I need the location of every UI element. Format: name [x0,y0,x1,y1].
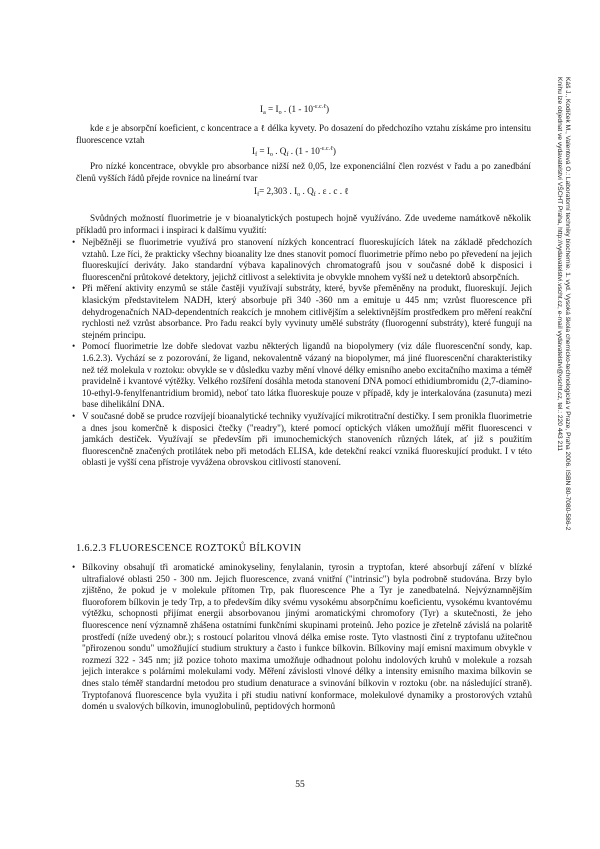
uses-bullet-list [72,237,532,469]
list-item: • Pomocí fluorimetrie lze dobře sledovat vazbu některých ligandů na biopolymery (viz dále fluorescenční sondy, kap. 1.6.2.3). Vychází se z pozorování, že ligand, nekovalentně vázaný na biopolymer, má jiné fluorescenční charakteristiky než též molekula v roztoku: obvykle se v důsledku vazby mění vlnové délky emisního anebo excitačního maxima a téměř pravidelně i kvantové výtěžky. Velkého rozšíření dosáhla metoda stanovení DNA pomocí ethidiumbromidu (2,7-diamino-10-ethyl-9-fenylfenantridium bromid), neboť tato látka fluoreskuje pouze v případě, kdy je interkalována (zasunuta) mezi base dihelikální DNA. [72,341,532,410]
equation-fluorescence-intensity: $I_f = I_o$ . $Q_f$ . $(1 - 10^{-\varepsilon.c.\ell})$ [252,146,336,158]
paragraph-intro-uses: Svůdných možností fluorimetrie je v bioanalytických postupech hojně využíváno. Zde uvedeme namátkově několik příkladů pro informaci i inspiraci k dalšímu využití: [76,213,531,235]
list-item: • V současné době se prudce rozvíjejí bioanalytické techniky využívající mikrotitrační destičky. I sem pronikla fluorimetrie a dnes jsou komerčně k disposici čtečky ("readry"), které pomocí optických vláken umožňují měřit fluorescenci v jamkách destiček. Využívají se především při imunochemických stanoveních různých látek, ať již s použitím fluorescenčně značených protilátek nebo při metodách ELISA, kde detekční reakcí vzniká fluoreskující produkt. I v této oblasti je vyšší cena přístroje vyvážena obrovskou citlivostí stanovení. [72,410,532,468]
bullet-icon: • [72,562,76,572]
bullet-icon: • [72,237,76,247]
equation-linear-form: $I_f= 2,303$ . $I_o$ . $Q_f$ . ε . c . ℓ [254,186,349,198]
page-number: 55 [295,780,305,790]
list-item: • Nejběžněji se fluorimetrie využívá pro stanovení nízkých koncentrací fluoreskujících látek na základě předchozích vztahů. Lze říci, že prakticky všechny bioanality lze dnes stanovit pomocí fluorimetrie přímo nebo po převedení na jejich fluoreskující deriváty. Jako standardní výbava kapalinových chromatografů jsou v současné době k disposici i fluorescenční průtokové detektory, jejichž citlivost a selektivita je obvykle mnohem vyšší než u detektorů absorpčních. [72,237,532,282]
equation-absorbed-intensity: $I_a = I_o$ . $(1 - 10^{-\varepsilon.c.\ell})$ [260,104,330,116]
bullet-icon: • [72,283,76,294]
paragraph-low-concentration: Pro nízké koncentrace, obvykle pro absorbance nižší než 0,05, lze exponenciální člen rozvést v řadu a po zanedbání členů vyšších řádů přejde rovnice na lineární tvar [76,161,531,183]
section-heading: 1.6.2.3 FLUORESCENCE ROZTOKŮ BÍLKOVIN [76,543,302,554]
side-citation: Káš J., Kodíček M., Valentová O.: Laboratorní techniky biochemie. 1. vyd. Vysoká škola chemicko-technologická v Praze, Praha 2006. ISBN 80-7080-586-2 [564,77,571,531]
protein-bullet-list [72,562,532,713]
bullet-icon: • [72,410,76,421]
bullet-icon: • [72,341,76,352]
paragraph-definitions: kde ε je absorpční koeficient, c koncentrace a ℓ délka kyvety. Po dosazení do předchozího vztahu získáme pro intensitu fluorescence vztah [76,123,531,145]
side-order-info: Knihu lze objednat ve vydavatelství VŠCHT Praha, http://vydavatelstvi.vscht.cz, e-mail vydavatelstvi@vscht.cz, tel.: 220 443 211 [556,77,563,452]
list-item: • Při měření aktivity enzymů se stále častěji využívají substráty, které, byvše přeměněny na produkt, fluoreskují. Jejich klasickým představitelem NADH, který absorbuje při 340 -360 nm a emituje u 445 nm; vzrůst fluorescence při dehydrogenačních NAD-dependentních reakcích je mnohem citlivějším a selektivnějším prostředkem pro měření reakční rychlosti než vzrůst absorbance. Pro řadu reakcí byly vyvinuty umělé substráty (fluorogenní substráty), které fungují na stejném principu. [72,283,532,340]
list-item: • Bílkoviny obsahují tři aromatické aminokyseliny, fenylalanin, tyrosin a tryptofan, které absorbují záření v blízké ultrafialové oblasti 250 - 300 nm. Jejich fluorescence, zvaná vnitřní ("intrinsic") byla podrobně studována. Brzy bylo zjištěno, že pokud je v molekule přítomen Trp, pak fluorescence Phe a Tyr je zanedbatelná. Nejvýznamnějším fluoroforem bílkovin je tedy Trp, a to především díky svému vysokému absorpčnímu koeficientu, vysokému kvantovému výtěžku, schopnosti přijímat energii absorbovanou jinými aromatickými chromofory (Tyr) a skutečnosti, že jeho fluorescence není významně zhášena ostatními funkčními skupinami proteinů. Jeho pozice je zřetelně závislá na polaritě prostředí (níže uvedený obr.); s rostoucí polaritou vlnová délka emise roste. Tyto vlastnosti činí z tryptofanu užitečnou "přirozenou sondu" umožňující studium struktury a často i funkce bílkovin. Bílkoviny mají emisní maximum obvykle v rozmezí 322 - 345 nm; již pozice tohoto maxima umožňuje odhadnout polohu indolových kruhů v molekule a rozsah jejich interakce s polárními molekulami vody. Měření závislosti vlnové délky a intensity emisního maxima bílkovin se dnes stalo téměř standardní metodou pro studium denaturace a svinování bílkovin v roztoku (obr. na následující straně). Tryptofanová fluorescence byla využita i při studiu nativní konformace, molekulové dynamiky a prostorových vztahů domén u svalových bílkovin, imunoglobulinů, peptidových hormonů [72,562,532,712]
